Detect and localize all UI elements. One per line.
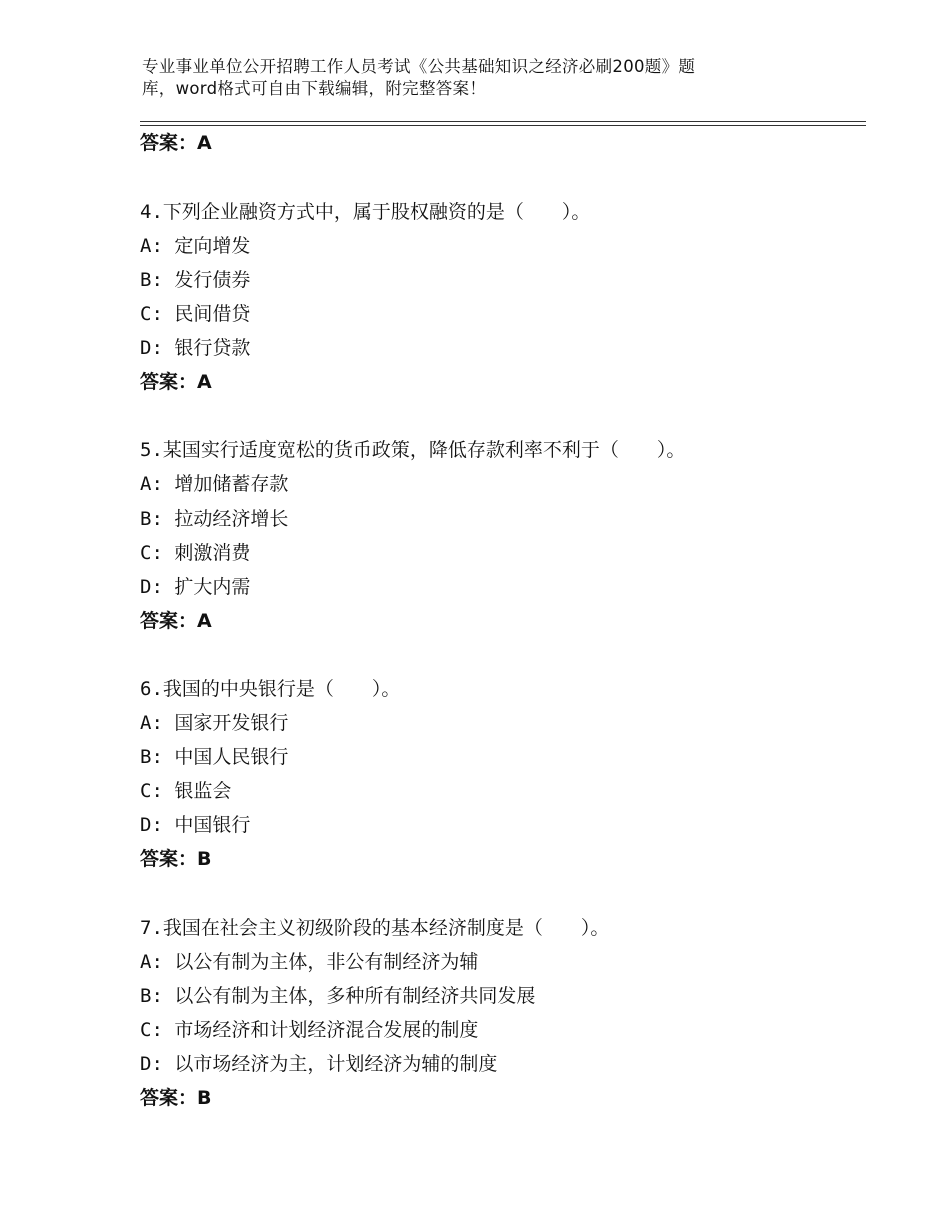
question-stem: 5.某国实行适度宽松的货币政策，降低存款利率不利于（ ）。 <box>140 439 686 461</box>
option-d: D: 以市场经济为主，计划经济为辅的制度 <box>140 1053 498 1075</box>
option-c: C: 刺激消费 <box>140 542 251 564</box>
answer: 答案：A <box>140 610 212 632</box>
option-d: D: 中国银行 <box>140 814 251 836</box>
option-b: B: 中国人民银行 <box>140 746 289 768</box>
header-divider-top <box>140 121 866 122</box>
option-a: A: 以公有制为主体，非公有制经济为辅 <box>140 951 479 973</box>
previous-answer: 答案：A <box>140 132 212 154</box>
header-line-2: 库，word格式可自由下载编辑，附完整答案！ <box>142 79 487 98</box>
option-a: A: 增加储蓄存款 <box>140 473 289 495</box>
option-b: B: 拉动经济增长 <box>140 508 289 530</box>
option-b: B: 以公有制为主体，多种所有制经济共同发展 <box>140 985 536 1007</box>
header-line-1: 专业事业单位公开招聘工作人员考试《公共基础知识之经济必刷200题》题 <box>142 57 696 76</box>
document-header <box>142 56 782 100</box>
answer: 答案：B <box>140 848 212 870</box>
option-c: C: 银监会 <box>140 780 232 802</box>
option-a: A: 国家开发银行 <box>140 712 289 734</box>
question-stem: 7.我国在社会主义初级阶段的基本经济制度是（ ）。 <box>140 917 610 939</box>
option-d: D: 扩大内需 <box>140 576 251 598</box>
option-c: C: 民间借贷 <box>140 303 251 325</box>
answer: 答案：B <box>140 1087 212 1109</box>
question-stem: 4.下列企业融资方式中，属于股权融资的是（ ）。 <box>140 201 591 223</box>
header-divider-bottom <box>140 125 866 126</box>
option-b: B: 发行债券 <box>140 269 251 291</box>
answer: 答案：A <box>140 371 212 393</box>
option-d: D: 银行贷款 <box>140 337 251 359</box>
option-a: A: 定向增发 <box>140 235 251 257</box>
question-stem: 6.我国的中央银行是（ ）。 <box>140 678 401 700</box>
option-c: C: 市场经济和计划经济混合发展的制度 <box>140 1019 479 1041</box>
